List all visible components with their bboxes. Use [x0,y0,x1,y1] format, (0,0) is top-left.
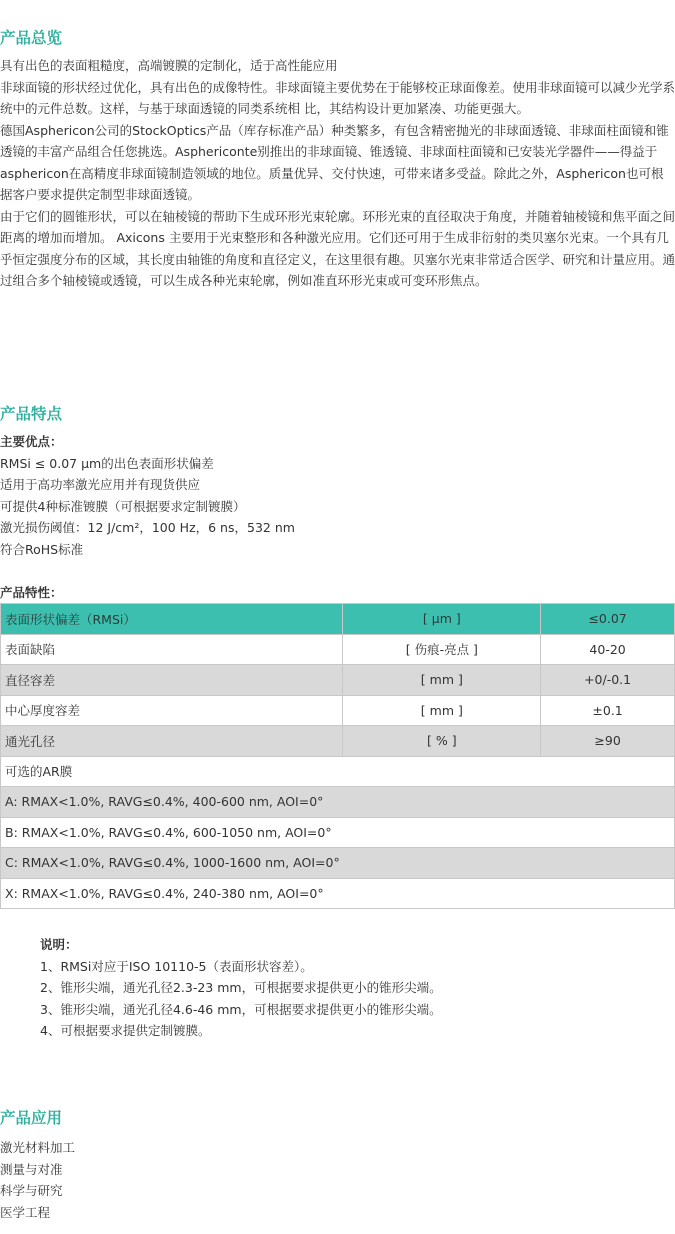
table-row [1,634,675,665]
table-row [1,817,675,848]
application-item: 激光材料加工 [0,1140,76,1155]
spec-unit: [ 伤痕-亮点 ] [343,634,541,665]
spec-name: 表面缺陷 [1,634,343,665]
spec-unit: [ % ] [343,726,541,757]
overview-paragraph: 德国Asphericon公司的StockOptics产品（库存标准产品）种类繁多，有包含精密抛光的非球面透镜、非球面柱面镜和锥透镜的丰富产品组合任您挑选。Asphericonte别推出的非球面镜、锥透镜、非球面柱面镜和已安装光学器件——得益于asphericon在高精度非球面镜制造领域的地位。质量优异、交付快速，可带来诸多受益。除此之外，Asphericon也可根据客户要求提供定制型非球面透镜。 [0,122,669,202]
specs-label: 产品特性： [0,585,63,600]
table-row [1,665,675,696]
spec-value: ≤0.07 [541,604,675,635]
specs-table [0,603,675,909]
applications-list [0,1137,75,1223]
note-item: 1、RMSi对应于ISO 10110-5（表面形状容差）。 [40,958,313,974]
spec-value: +0/-0.1 [541,665,675,696]
advantages-label: 主要优点： [0,434,63,449]
applications-title: 产品应用 [0,1109,63,1127]
note-item: 2、锥形尖端，通光孔径2.3-23 mm，可根据要求提供更小的锥形尖端。 [40,980,442,995]
application-item: 测量与对准 [0,1161,63,1177]
ar-option: B: RMAX<1.0%, RAVG≤0.4%, 600-1050 nm, AOI=0° [1,817,675,848]
application-item: 医学工程 [0,1204,51,1220]
advantage-item: 激光损伤阈值：12 J/cm²，100 Hz，6 ns，532 nm [0,520,295,535]
table-row [1,604,675,635]
table-row [1,787,675,818]
ar-title: 可选的AR膜 [1,756,675,787]
spec-value: ±0.1 [541,695,675,726]
features-title: 产品特点 [0,405,63,423]
overview-text [0,55,675,292]
spec-name: 直径容差 [1,665,343,696]
spec-name: 中心厚度容差 [1,695,343,726]
table-row [1,726,675,757]
advantage-item: RMSi ≤ 0.07 µm的出色表面形状偏差 [0,455,214,471]
application-item: 科学与研究 [0,1183,63,1198]
spec-value: ≥90 [541,726,675,757]
overview-paragraph: 非球面镜的形状经过优化，具有出色的成像特性。非球面镜主要优势在于能够校正球面像差。使用非球面镜可以减少光学系统中的元件总数。这样，与基于球面透镜的同类系统相 比，其结构设计更加紧凑、功能更强大。 [0,79,675,116]
advantage-item: 符合RoHS标准 [0,541,84,557]
note-item: 4、可根据要求提供定制镀膜。 [40,1023,211,1038]
advantage-item: 可提供4种标准镀膜（可根据要求定制镀膜） [0,498,246,514]
table-row [1,695,675,726]
spec-name: 表面形状偏差（RMSi） [1,604,343,635]
overview-paragraph: 具有出色的表面粗糙度，高端镀膜的定制化，适于高性能应用 [0,58,338,73]
spec-value: 40-20 [541,634,675,665]
table-row [1,878,675,909]
notes-label: 说明： [40,937,78,952]
ar-option: X: RMAX<1.0%, RAVG≤0.4%, 240-380 nm, AOI=0° [1,878,675,909]
spec-name: 通光孔径 [1,726,343,757]
overview-title: 产品总览 [0,29,63,47]
overview-paragraph: 由于它们的圆锥形状，可以在轴棱镜的帮助下生成环形光束轮廓。环形光束的直径取决于角度，并随着轴棱镜和焦平面之间距离的增加而增加。 Axicons 主要用于光束整形和各种激光应用。它们还可用于生成非衍射的类贝塞尔光束。一个具有几乎恒定强度分布的区域，其长度由轴锥的角度和直径定义，在这里很有趣。贝塞尔光束非常适合医学、研究和计量应用。通过组合多个轴棱镜或透镜，可以生成各种光束轮廓，例如准直环形光束或可变环形焦点。 [0,208,675,288]
spec-unit: [ mm ] [343,695,541,726]
ar-option: C: RMAX<1.0%, RAVG≤0.4%, 1000-1600 nm, AOI=0° [1,848,675,879]
advantages-list [0,431,295,560]
table-row [1,848,675,879]
spec-unit: [ µm ] [343,604,541,635]
advantage-item: 适用于高功率激光应用并有现货供应 [0,477,201,492]
table-row [1,756,675,787]
notes [40,934,442,1042]
note-item: 3、锥形尖端，通光孔径4.6-46 mm，可根据要求提供更小的锥形尖端。 [40,1001,442,1017]
ar-option: A: RMAX<1.0%, RAVG≤0.4%, 400-600 nm, AOI=0° [1,787,675,818]
spec-unit: [ mm ] [343,665,541,696]
